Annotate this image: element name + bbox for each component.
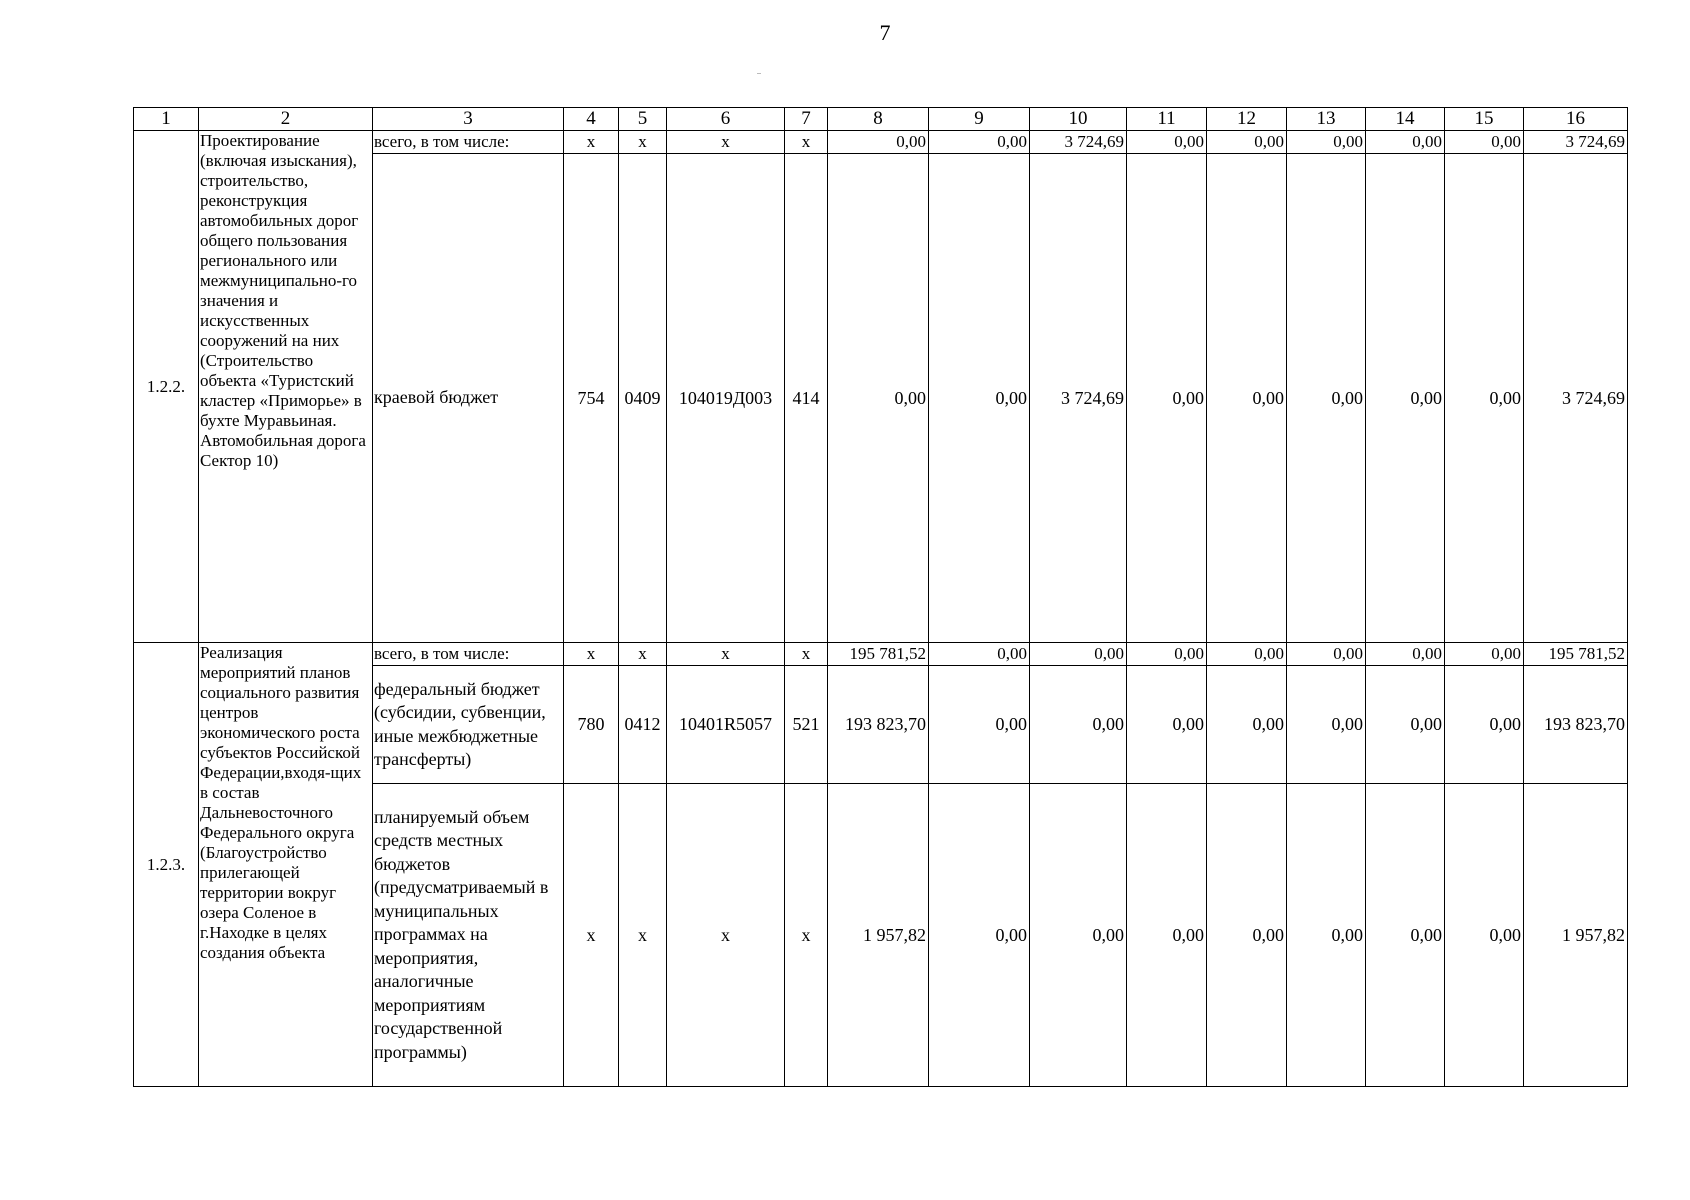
cell-c4: х [564, 643, 619, 666]
cell-c11: 0,00 [1127, 643, 1207, 666]
cell-c14: 0,00 [1366, 643, 1445, 666]
cell-c15: 0,00 [1445, 784, 1524, 1087]
cell-c16: 195 781,52 [1524, 643, 1628, 666]
funding-source: федеральный бюджет (субсидии, субвенции, иные межбюджетные трансферты) [373, 666, 564, 784]
cell-c12: 0,00 [1207, 131, 1287, 154]
cell-c11: 0,00 [1127, 666, 1207, 784]
cell-c7: 414 [785, 154, 828, 643]
header-row [134, 108, 1628, 131]
cell-c13: 0,00 [1287, 666, 1366, 784]
cell-c10: 0,00 [1030, 666, 1127, 784]
table-row [134, 643, 1628, 666]
col-header: 10 [1030, 108, 1127, 131]
cell-c5: х [619, 643, 667, 666]
cell-c6: х [667, 784, 785, 1087]
cell-c6: х [667, 643, 785, 666]
col-header: 8 [828, 108, 929, 131]
cell-c13: 0,00 [1287, 154, 1366, 643]
cell-c6: 104019Д003 [667, 154, 785, 643]
cell-c14: 0,00 [1366, 784, 1445, 1087]
cell-c12: 0,00 [1207, 154, 1287, 643]
cell-c5: х [619, 131, 667, 154]
cell-c11: 0,00 [1127, 784, 1207, 1087]
item-description: Проектирование (включая изыскания), строительство, реконструкция автомобильных дорог общего пользования регионального или межмуниципально-го значения и искусственных сооружений на них (Строительство объекта «Туристский кластер «Приморье» в бухте Муравьиная. Автомобильная дорога Сектор 10) [199, 131, 373, 643]
col-header: 2 [199, 108, 373, 131]
cell-c7: 521 [785, 666, 828, 784]
cell-c8: 0,00 [828, 154, 929, 643]
col-header: 5 [619, 108, 667, 131]
cell-c11: 0,00 [1127, 131, 1207, 154]
cell-c6: х [667, 131, 785, 154]
cell-c16: 1 957,82 [1524, 784, 1628, 1087]
col-header: 12 [1207, 108, 1287, 131]
cell-c5: 0412 [619, 666, 667, 784]
cell-c12: 0,00 [1207, 666, 1287, 784]
cell-c8: 195 781,52 [828, 643, 929, 666]
cell-c8: 193 823,70 [828, 666, 929, 784]
item-number: 1.2.2. [134, 131, 199, 643]
cell-c14: 0,00 [1366, 666, 1445, 784]
cell-c10: 0,00 [1030, 784, 1127, 1087]
item-description: Реализация мероприятий планов социального развития центров экономического роста субъектов Российской Федерации,входя-щих в состав Дальневосточного Федерального округа (Благоустройство прилегающей территории вокруг озера Соленое в г.Находке в целях создания объекта [199, 643, 373, 1087]
cell-c10: 3 724,69 [1030, 131, 1127, 154]
cell-c15: 0,00 [1445, 643, 1524, 666]
cell-c7: х [785, 643, 828, 666]
cell-c15: 0,00 [1445, 666, 1524, 784]
col-header: 4 [564, 108, 619, 131]
col-header: 11 [1127, 108, 1207, 131]
cell-c16: 193 823,70 [1524, 666, 1628, 784]
cell-c6: 10401R5057 [667, 666, 785, 784]
cell-c4: 780 [564, 666, 619, 784]
col-header: 14 [1366, 108, 1445, 131]
cell-c8: 0,00 [828, 131, 929, 154]
cell-c5: 0409 [619, 154, 667, 643]
col-header: 9 [929, 108, 1030, 131]
funding-source: планируемый объем средств местных бюджетов (предусматриваемый в муниципальных программах на мероприятия, аналогичные мероприятиям государственной программы) [373, 784, 564, 1087]
budget-table [133, 107, 1628, 1087]
cell-c4: 754 [564, 154, 619, 643]
cell-c13: 0,00 [1287, 784, 1366, 1087]
cell-c9: 0,00 [929, 643, 1030, 666]
funding-source: всего, в том числе: [373, 131, 564, 154]
table-row [134, 131, 1628, 154]
cell-c15: 0,00 [1445, 154, 1524, 643]
col-header: 1 [134, 108, 199, 131]
page-number: 7 [879, 20, 891, 45]
cell-c14: 0,00 [1366, 131, 1445, 154]
cell-c12: 0,00 [1207, 784, 1287, 1087]
col-header: 13 [1287, 108, 1366, 131]
cell-c9: 0,00 [929, 154, 1030, 643]
cell-c16: 3 724,69 [1524, 131, 1628, 154]
cell-c9: 0,00 [929, 131, 1030, 154]
cell-c13: 0,00 [1287, 131, 1366, 154]
cell-c4: х [564, 131, 619, 154]
col-header: 6 [667, 108, 785, 131]
cell-c15: 0,00 [1445, 131, 1524, 154]
cell-c9: 0,00 [929, 784, 1030, 1087]
funding-source: всего, в том числе: [373, 643, 564, 666]
cell-c10: 0,00 [1030, 643, 1127, 666]
col-header: 15 [1445, 108, 1524, 131]
cell-c14: 0,00 [1366, 154, 1445, 643]
cell-c10: 3 724,69 [1030, 154, 1127, 643]
item-number: 1.2.3. [134, 643, 199, 1087]
cell-c4: х [564, 784, 619, 1087]
cell-c16: 3 724,69 [1524, 154, 1628, 643]
cell-c5: х [619, 784, 667, 1087]
cell-c11: 0,00 [1127, 154, 1207, 643]
col-header: 16 [1524, 108, 1628, 131]
scan-speck [757, 73, 761, 74]
cell-c7: х [785, 784, 828, 1087]
cell-c13: 0,00 [1287, 643, 1366, 666]
cell-c9: 0,00 [929, 666, 1030, 784]
cell-c7: х [785, 131, 828, 154]
cell-c12: 0,00 [1207, 643, 1287, 666]
cell-c8: 1 957,82 [828, 784, 929, 1087]
col-header: 7 [785, 108, 828, 131]
funding-source: краевой бюджет [373, 154, 564, 643]
col-header: 3 [373, 108, 564, 131]
